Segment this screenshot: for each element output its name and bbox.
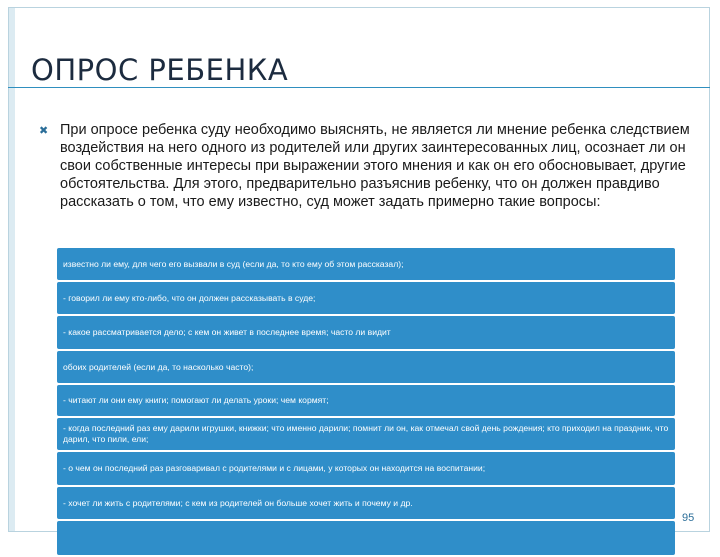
x-bullet-icon: ✖ [39, 125, 49, 137]
question-box: известно ли ему, для чего его вызвали в суд (если да, то кто ему об этом рассказал); [57, 248, 675, 280]
question-box: - когда последний раз ему дарили игрушки, книжки; что именно дарили; помнит ли он, как отмечал свой день рождения; кто приходил на праздник, что дарил, что пили, ели; [57, 418, 675, 450]
questions-list [57, 248, 675, 557]
main-paragraph: При опросе ребенка суду необходимо выяснять, не является ли мнение ребенка следствием воздействия на него одного из родителей или других заинтересованных лиц, осознает ли он свои собственные интересы при выражении этого мнения и как он его обосновывает, другие обстоятельства. Для этого, предварительно разъяснив ребенку, что он должен правдиво рассказать о том, что ему известно, суд может задать примерно такие вопросы: [60, 122, 690, 210]
title-divider [8, 87, 710, 88]
question-box: - какое рассматривается дело; с кем он живет в последнее время; часто ли видит [57, 316, 675, 349]
question-box: - говорил ли ему кто-либо, что он должен рассказывать в суде; [57, 282, 675, 314]
page-number: 95 [682, 512, 695, 524]
question-box: - хочет ли жить с родителями; с кем из родителей он больше хочет жить и почему и др. [57, 487, 675, 519]
question-box: - читают ли они ему книги; помогают ли делать уроки; чем кормят; [57, 385, 675, 416]
slide-title: ОПРОС РЕБЕНКА [31, 53, 289, 87]
question-box: - о чем он последний раз разговаривал с родителями и с лицами, у которых он находится на воспитании; [57, 452, 675, 485]
question-box-empty [57, 521, 675, 555]
question-box: обоих родителей (если да, то насколько часто); [57, 351, 675, 383]
